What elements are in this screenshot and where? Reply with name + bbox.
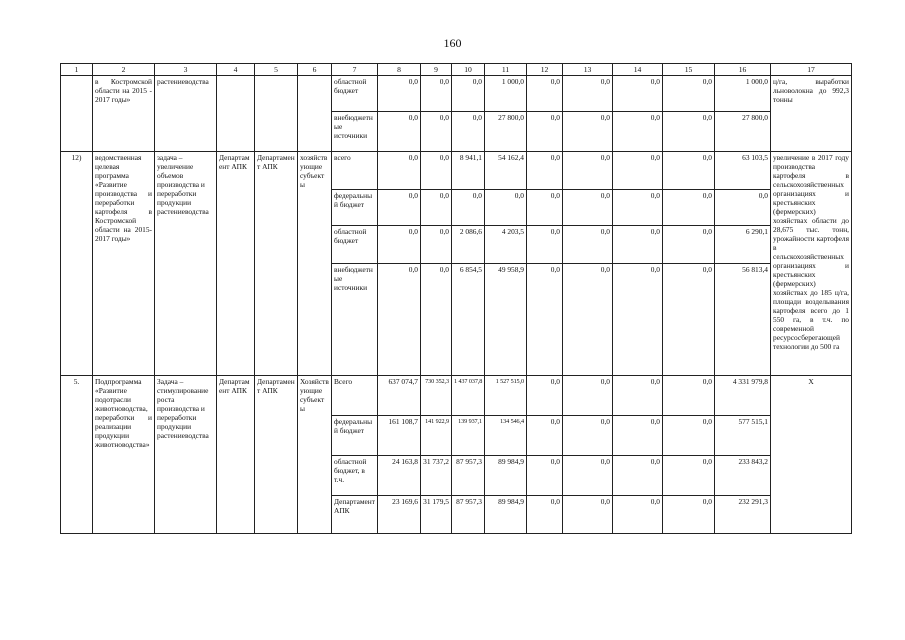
value-cell: 637 074,7 — [378, 376, 421, 416]
executor: Департамент АПК — [217, 152, 255, 376]
value-cell: 0,0 — [527, 376, 563, 416]
value-cell: 0,0 — [563, 416, 613, 456]
value-cell: 0,0 — [378, 226, 421, 264]
value-cell: 0,0 — [563, 226, 613, 264]
value-cell: 23 169,6 — [378, 496, 421, 534]
funding-source: внебюджетные источники — [332, 264, 378, 376]
value-cell: 1 527 515,0 — [485, 376, 527, 416]
column-number: 7 — [332, 64, 378, 76]
column-number: 3 — [155, 64, 217, 76]
value-cell: 0,0 — [613, 264, 663, 376]
total-cell: 4 331 979,8 — [715, 376, 771, 416]
funding-source: внебюджетные источники — [332, 112, 378, 152]
item-number — [61, 76, 93, 152]
co-executor: Департамент АПК — [255, 376, 298, 534]
value-cell: 0,0 — [527, 456, 563, 496]
value-cell: 0,0 — [563, 76, 613, 112]
value-cell: 24 163,8 — [378, 456, 421, 496]
program-name: в Костромской области на 2015 - 2017 годы» — [93, 76, 155, 152]
value-cell: 0,0 — [613, 112, 663, 152]
program-task: Задача – стимулирование роста производства и переработки продукции растениеводства — [155, 376, 217, 534]
value-cell: 0,0 — [378, 152, 421, 190]
column-number: 4 — [217, 64, 255, 76]
value-cell: 87 957,3 — [452, 456, 485, 496]
table-row — [61, 376, 852, 416]
value-cell: 31 179,5 — [421, 496, 452, 534]
value-cell: 0,0 — [421, 190, 452, 226]
value-cell: 1 000,0 — [485, 76, 527, 112]
value-cell: 0,0 — [527, 416, 563, 456]
item-number: 12) — [61, 152, 93, 376]
program-name: ведомственная целевая программа «Развитие производства и переработки картофеля в Костромской области на 2015-2017 годы» — [93, 152, 155, 376]
value-cell: 8 941,1 — [452, 152, 485, 190]
value-cell: 0,0 — [563, 152, 613, 190]
value-cell: 0,0 — [663, 76, 715, 112]
expected-result: увеличение в 2017 году производства картофеля в сельскохозяйственных организациях и крестьянских (фермерских) хозяйствах области до 28,675 тыс. тонн, урожайности картофеля в сельскохозяйственных организациях и крестьянских (фермерских) хозяйствах до 185 ц/га, площади возделывания картофеля всего до 1 550 га, в т.ч. по современной ресурсосберегающей технологии до 500 га — [771, 152, 852, 376]
value-cell: 0,0 — [613, 456, 663, 496]
column-number: 15 — [663, 64, 715, 76]
column-number: 5 — [255, 64, 298, 76]
value-cell: 0,0 — [663, 112, 715, 152]
executor — [217, 76, 255, 152]
program-name: Подпрограмма «Развитие подотрасли животноводства, переработки и реализации продукции животноводства» — [93, 376, 155, 534]
value-cell: 0,0 — [378, 76, 421, 112]
value-cell: 0,0 — [563, 376, 613, 416]
value-cell: 161 108,7 — [378, 416, 421, 456]
value-cell: 0,0 — [563, 456, 613, 496]
funding-source: областной бюджет — [332, 76, 378, 112]
value-cell: 0,0 — [527, 190, 563, 226]
value-cell: 0,0 — [378, 264, 421, 376]
value-cell: 0,0 — [421, 152, 452, 190]
total-cell: 27 800,0 — [715, 112, 771, 152]
table-row — [61, 152, 852, 190]
column-number: 8 — [378, 64, 421, 76]
value-cell: 0,0 — [663, 496, 715, 534]
value-cell: 0,0 — [452, 190, 485, 226]
value-cell: 49 958,9 — [485, 264, 527, 376]
column-number: 11 — [485, 64, 527, 76]
value-cell: 0,0 — [563, 496, 613, 534]
value-cell: 0,0 — [527, 152, 563, 190]
total-cell: 1 000,0 — [715, 76, 771, 112]
value-cell: 0,0 — [663, 190, 715, 226]
value-cell: 139 937,1 — [452, 416, 485, 456]
expected-result: ц/га, выработки льноволокна до 992,3 тонны — [771, 76, 852, 152]
value-cell: 0,0 — [613, 76, 663, 112]
value-cell: 0,0 — [663, 376, 715, 416]
recipient: хозяйствующие субъекты — [298, 152, 332, 376]
value-cell: 0,0 — [421, 264, 452, 376]
value-cell: 1 437 037,8 — [452, 376, 485, 416]
value-cell: 0,0 — [663, 152, 715, 190]
column-number: 12 — [527, 64, 563, 76]
program-task: растениеводства — [155, 76, 217, 152]
value-cell: 0,0 — [378, 190, 421, 226]
budget-table — [60, 63, 852, 534]
total-cell: 0,0 — [715, 190, 771, 226]
value-cell: 0,0 — [663, 226, 715, 264]
funding-source: Департамент АПК — [332, 496, 378, 534]
value-cell: 89 984,9 — [485, 496, 527, 534]
column-number: 16 — [715, 64, 771, 76]
value-cell: 0,0 — [378, 112, 421, 152]
column-number: 17 — [771, 64, 852, 76]
value-cell: 31 737,2 — [421, 456, 452, 496]
value-cell: 141 922,9 — [421, 416, 452, 456]
value-cell: 0,0 — [527, 264, 563, 376]
expected-result: Х — [771, 376, 852, 534]
total-cell: 233 843,2 — [715, 456, 771, 496]
value-cell: 134 546,4 — [485, 416, 527, 456]
value-cell: 0,0 — [421, 112, 452, 152]
value-cell: 0,0 — [563, 264, 613, 376]
column-number: 10 — [452, 64, 485, 76]
value-cell: 0,0 — [613, 416, 663, 456]
value-cell: 0,0 — [563, 112, 613, 152]
value-cell: 27 800,0 — [485, 112, 527, 152]
total-cell: 577 515,1 — [715, 416, 771, 456]
value-cell: 730 352,3 — [421, 376, 452, 416]
value-cell: 2 086,6 — [452, 226, 485, 264]
value-cell: 0,0 — [663, 456, 715, 496]
value-cell: 0,0 — [452, 112, 485, 152]
funding-source: областной бюджет, в т.ч. — [332, 456, 378, 496]
recipient: Хозяйствующие субъекты — [298, 376, 332, 534]
funding-source: федеральный бюджет — [332, 416, 378, 456]
column-number: 2 — [93, 64, 155, 76]
value-cell: 54 162,4 — [485, 152, 527, 190]
funding-source: областной бюджет — [332, 226, 378, 264]
value-cell: 6 854,5 — [452, 264, 485, 376]
total-cell: 6 290,1 — [715, 226, 771, 264]
value-cell: 0,0 — [613, 152, 663, 190]
item-number: 5. — [61, 376, 93, 534]
page-number: 160 — [443, 36, 462, 50]
value-cell: 0,0 — [527, 226, 563, 264]
value-cell: 0,0 — [613, 376, 663, 416]
co-executor — [255, 76, 298, 152]
value-cell: 0,0 — [663, 416, 715, 456]
total-cell: 232 291,3 — [715, 496, 771, 534]
value-cell: 0,0 — [421, 226, 452, 264]
program-task: задача – увеличение объемов производства и переработки продукции растениеводства — [155, 152, 217, 376]
total-cell: 63 103,5 — [715, 152, 771, 190]
value-cell: 89 984,9 — [485, 456, 527, 496]
recipient — [298, 76, 332, 152]
value-cell: 0,0 — [613, 190, 663, 226]
value-cell: 0,0 — [527, 76, 563, 112]
funding-source: Всего — [332, 376, 378, 416]
column-number: 13 — [563, 64, 613, 76]
value-cell: 0,0 — [613, 496, 663, 534]
column-number: 1 — [61, 64, 93, 76]
value-cell: 0,0 — [663, 264, 715, 376]
value-cell: 0,0 — [527, 496, 563, 534]
co-executor: Департамент АПК — [255, 152, 298, 376]
column-number: 9 — [421, 64, 452, 76]
value-cell: 0,0 — [527, 112, 563, 152]
total-cell: 56 813,4 — [715, 264, 771, 376]
value-cell: 4 203,5 — [485, 226, 527, 264]
column-number: 14 — [613, 64, 663, 76]
column-number-row — [61, 64, 852, 76]
column-number: 6 — [298, 64, 332, 76]
value-cell: 0,0 — [563, 190, 613, 226]
value-cell: 0,0 — [452, 76, 485, 112]
value-cell: 0,0 — [613, 226, 663, 264]
funding-source: всего — [332, 152, 378, 190]
funding-source: федеральный бюджет — [332, 190, 378, 226]
value-cell: 0,0 — [421, 76, 452, 112]
value-cell: 0,0 — [485, 190, 527, 226]
value-cell: 87 957,3 — [452, 496, 485, 534]
table-row — [61, 76, 852, 112]
executor: Департамент АПК — [217, 376, 255, 534]
